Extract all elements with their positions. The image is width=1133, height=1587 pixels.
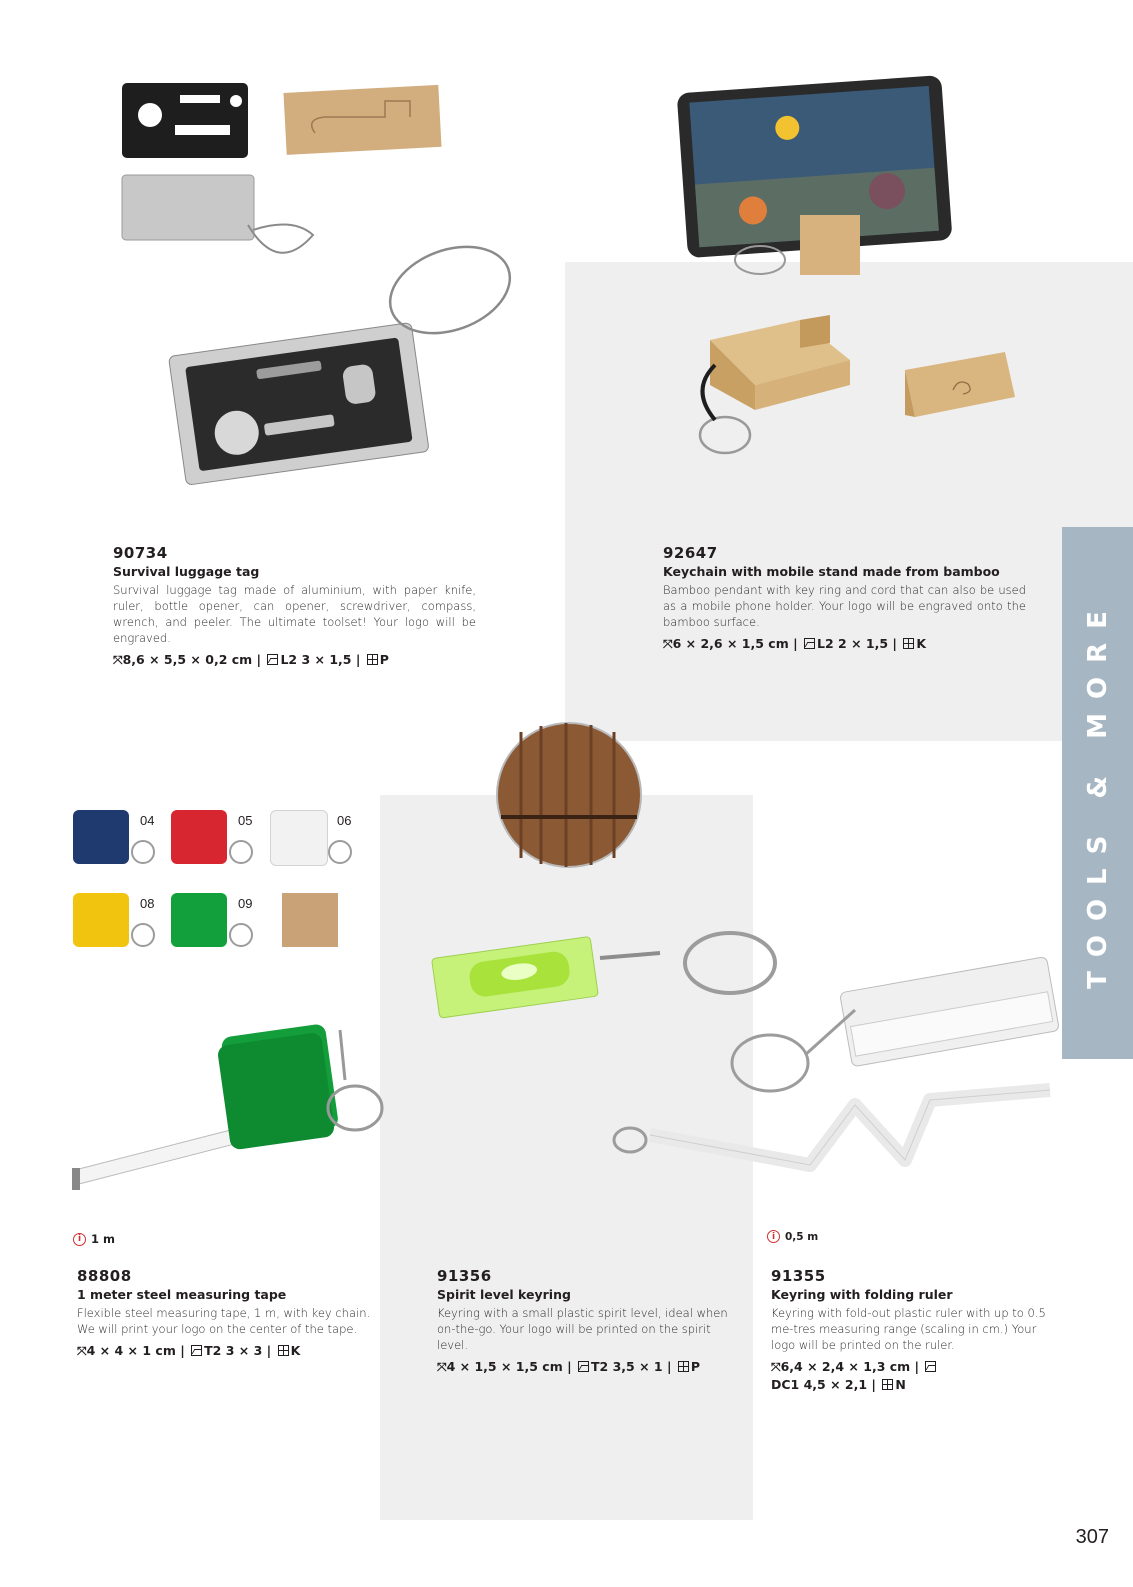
info-icon: i bbox=[767, 1230, 780, 1243]
product-name: Keyring with folding ruler bbox=[771, 1287, 953, 1302]
product-specs: ⤧8,6 × 5,5 × 0,2 cm | L2 3 × 1,5 | P bbox=[113, 652, 389, 667]
swatch-04-label: 04 bbox=[140, 813, 155, 828]
swatch-05-label: 05 bbox=[238, 813, 253, 828]
dimensions-icon: ⤧ bbox=[437, 1360, 447, 1374]
product-88808 bbox=[77, 1268, 372, 1360]
swatch-08-label: 08 bbox=[140, 896, 155, 911]
measuring-tape-image bbox=[70, 1010, 400, 1200]
phone-stand-image bbox=[670, 75, 1050, 475]
product-specs: ⤧4 × 1,5 × 1,5 cm | T2 3,5 × 1 | P bbox=[437, 1359, 701, 1374]
tape-length-label: 1 m bbox=[91, 1232, 115, 1246]
product-pack: K bbox=[916, 636, 927, 651]
product-specs: ⤧6 × 2,6 × 1,5 cm | L2 2 × 1,5 | K bbox=[663, 636, 927, 651]
dimensions-icon: ⤧ bbox=[663, 637, 673, 651]
folding-ruler-image bbox=[605, 955, 1060, 1195]
product-code: 88808 bbox=[77, 1267, 132, 1285]
product-print: L2 3 × 1,5 bbox=[280, 652, 352, 667]
swatch-rings bbox=[0, 0, 400, 1000]
product-code: 90734 bbox=[113, 544, 168, 562]
packaging-icon bbox=[367, 654, 378, 665]
tape-length-info bbox=[73, 1232, 115, 1246]
product-code: 91355 bbox=[771, 1267, 826, 1285]
product-pack: K bbox=[290, 1343, 301, 1358]
print-method-icon bbox=[267, 654, 278, 665]
swatch-06-label: 06 bbox=[337, 813, 352, 828]
product-size: 4 × 1,5 × 1,5 cm bbox=[446, 1359, 563, 1374]
page-number: 307 bbox=[1075, 1526, 1109, 1548]
dimensions-icon: ⤧ bbox=[77, 1344, 87, 1358]
product-91355 bbox=[771, 1268, 1056, 1394]
print-method-icon bbox=[804, 638, 815, 649]
product-description: Survival luggage tag made of aluminium, with paper knife, ruler, bottle opener, can opener, screwdriver, compass, wrench, and peeler. The ultimate toolset! Your logo will be engraved. bbox=[113, 583, 476, 645]
packaging-icon bbox=[882, 1379, 893, 1390]
side-tab-label: TOOLS & MORE bbox=[1082, 597, 1113, 989]
info-icon: i bbox=[73, 1233, 86, 1246]
packaging-icon bbox=[678, 1361, 689, 1372]
print-method-icon bbox=[925, 1361, 936, 1372]
packaging-icon bbox=[903, 638, 914, 649]
ruler-length-label: 0,5 m bbox=[785, 1230, 819, 1243]
product-code: 91356 bbox=[437, 1267, 492, 1285]
product-91356 bbox=[437, 1268, 739, 1376]
ruler-length-info bbox=[767, 1230, 818, 1243]
product-92647 bbox=[663, 545, 1026, 653]
product-description: Keyring with fold-out plastic ruler with up to 0.5 me-tres measuring range (scaling in cm.) Your logo will be printed on the ruler. bbox=[771, 1306, 1046, 1352]
product-90734 bbox=[113, 545, 476, 669]
bamboo-wood-detail-image bbox=[496, 722, 642, 868]
product-print: T2 3 × 3 bbox=[204, 1343, 263, 1358]
product-name: Keychain with mobile stand made from bamboo bbox=[663, 564, 1000, 579]
print-method-icon bbox=[578, 1361, 589, 1372]
product-description: Bamboo pendant with key ring and cord that can also be used as a mobile phone holder. Your logo will be engraved onto the bamboo surface. bbox=[663, 583, 1026, 629]
product-name: Survival luggage tag bbox=[113, 564, 260, 579]
product-pack: P bbox=[379, 652, 389, 667]
product-specs: ⤧6,4 × 2,4 × 1,3 cm | DC1 4,5 × 2,1 | N bbox=[771, 1358, 1056, 1394]
packaging-icon bbox=[278, 1345, 289, 1356]
side-tab bbox=[1062, 527, 1133, 1059]
dimensions-icon: ⤧ bbox=[771, 1360, 781, 1374]
product-description: Flexible steel measuring tape, 1 m, with key chain. We will print your logo on the center of the tape. bbox=[77, 1306, 371, 1336]
product-print: T2 3,5 × 1 bbox=[591, 1359, 663, 1374]
product-name: 1 meter steel measuring tape bbox=[77, 1287, 287, 1302]
product-code: 92647 bbox=[663, 544, 718, 562]
product-print: L2 2 × 1,5 bbox=[817, 636, 889, 651]
product-size: 8,6 × 5,5 × 0,2 cm bbox=[122, 652, 253, 667]
product-specs: ⤧4 × 4 × 1 cm | T2 3 × 3 | K bbox=[77, 1343, 301, 1358]
product-pack: N bbox=[895, 1377, 906, 1392]
swatch-09-label: 09 bbox=[238, 896, 253, 911]
dimensions-icon: ⤧ bbox=[113, 653, 123, 667]
product-description: Keyring with a small plastic spirit level, ideal when on-the-go. Your logo will be printed on the spirit level. bbox=[437, 1306, 728, 1352]
print-method-icon bbox=[191, 1345, 202, 1356]
product-print: DC1 4,5 × 2,1 bbox=[771, 1377, 868, 1392]
product-name: Spirit level keyring bbox=[437, 1287, 571, 1302]
product-size: 6 × 2,6 × 1,5 cm bbox=[672, 636, 789, 651]
product-size: 6,4 × 2,4 × 1,3 cm bbox=[780, 1359, 911, 1374]
product-pack: P bbox=[690, 1359, 701, 1374]
product-size: 4 × 4 × 1 cm bbox=[86, 1343, 176, 1358]
